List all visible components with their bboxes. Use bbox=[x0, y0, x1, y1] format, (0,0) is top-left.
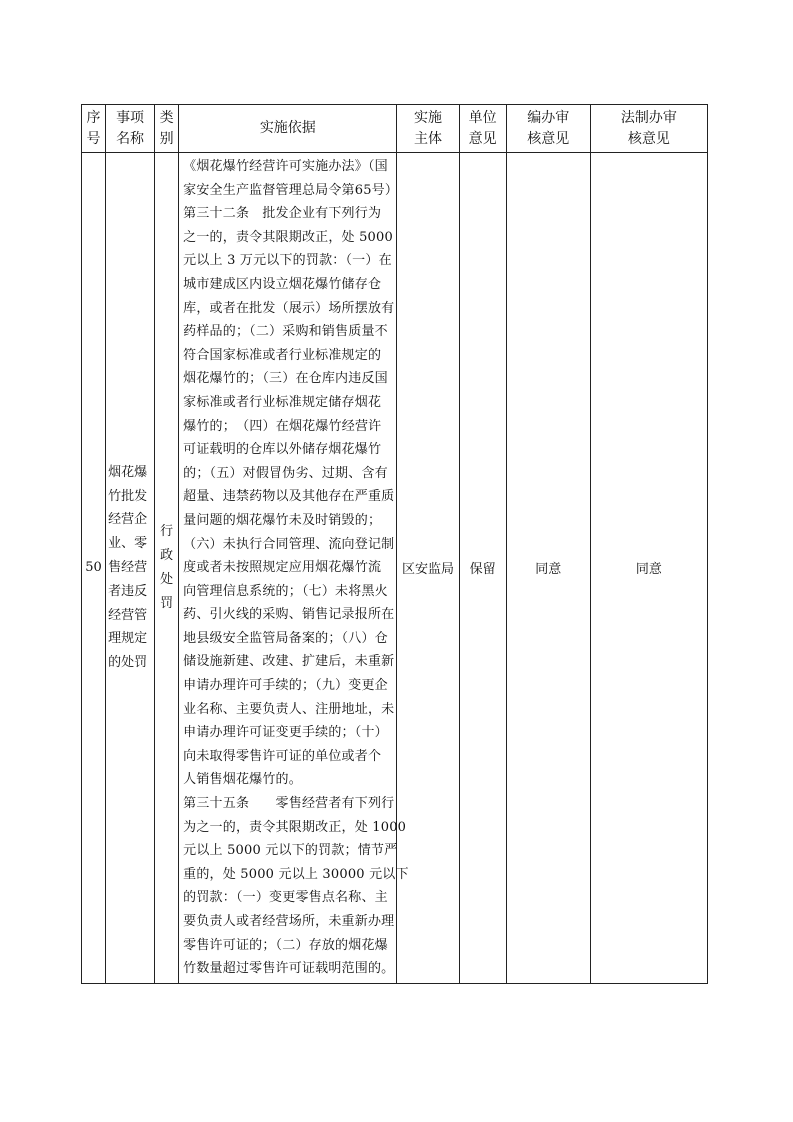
header-item-name-text: 事项名称 bbox=[116, 109, 145, 147]
basis-line: 的罚款：（一）变更零售点名称、主 bbox=[183, 890, 388, 906]
basis-line: （六）未执行合同管理、流向登记制 bbox=[183, 536, 395, 552]
cell-basis bbox=[179, 153, 409, 984]
basis-line: 之一的，责令其限期改正，处 5000 bbox=[183, 229, 393, 245]
header-basis-text: 实施依据 bbox=[259, 120, 316, 136]
header-category bbox=[155, 105, 179, 153]
header-legal-review-text: 法制办审核意见 bbox=[620, 109, 677, 147]
cell-subject bbox=[397, 153, 459, 984]
basis-line: 符合国家标准或者行业标准规定的 bbox=[183, 347, 382, 363]
basis-line: 元以上 3 万元以下的罚款：（一）在 bbox=[183, 253, 392, 269]
cell-seq bbox=[82, 153, 106, 984]
header-basis bbox=[179, 105, 397, 153]
basis-line: 城市建成区内设立烟花爆竹储存仓 bbox=[183, 276, 382, 292]
header-subject bbox=[397, 105, 459, 153]
seq-value: 50 bbox=[85, 560, 102, 576]
header-office-review-text: 编办审核意见 bbox=[527, 109, 570, 147]
basis-line: 可证载明的仓库以外储存烟花爆竹 bbox=[183, 442, 382, 458]
header-office-review bbox=[506, 105, 590, 153]
table-row bbox=[82, 153, 708, 984]
cell-category bbox=[155, 153, 179, 984]
basis-line: 家标准或者行业标准规定储存烟花 bbox=[183, 394, 382, 410]
basis-line: 家安全生产监督管理总局令第65号） bbox=[183, 182, 399, 198]
header-category-text: 类别 bbox=[159, 109, 174, 147]
category-value: 行政处罚 bbox=[160, 523, 174, 611]
basis-line: 度或者未按照规定应用烟花爆竹流 bbox=[183, 560, 382, 576]
basis-line: 第三十二条 批发企业有下列行为 bbox=[183, 206, 382, 222]
basis-line: 《烟花爆竹经营许可实施办法》（国 bbox=[183, 159, 388, 174]
basis-line: 为之一的，责令其限期改正，处 1000 bbox=[183, 819, 407, 835]
header-legal-review bbox=[590, 105, 707, 153]
basis-line: 重的，处 5000 元以上 30000 元以下 bbox=[183, 866, 409, 882]
cell-unit-opinion bbox=[459, 153, 506, 984]
basis-line: 药样品的；（二）采购和销售质量不 bbox=[183, 324, 388, 340]
unit-opinion-value: 保留 bbox=[469, 562, 496, 578]
header-unit-opinion bbox=[459, 105, 506, 153]
legal-review-value: 同意 bbox=[635, 562, 662, 578]
office-review-value: 同意 bbox=[535, 562, 562, 578]
approval-table bbox=[81, 104, 708, 984]
basis-line: 库，或者在批发（展示）场所摆放有 bbox=[183, 300, 395, 316]
header-row bbox=[82, 105, 708, 153]
basis-line: 储设施新建、改建、扩建后，未重新 bbox=[183, 654, 395, 670]
basis-line: 爆竹的； （四）在烟花爆竹经营许 bbox=[183, 418, 382, 434]
basis-line: 药、引火线的采购、销售记录报所在 bbox=[183, 607, 395, 623]
basis-line: 申请办理许可证变更手续的；（十） bbox=[183, 725, 388, 741]
basis-line: 元以上 5000 元以下的罚款；情节严 bbox=[183, 843, 398, 859]
basis-line: 要负责人或者经营场所，未重新办理 bbox=[183, 914, 395, 929]
header-seq bbox=[82, 105, 106, 153]
basis-line: 第三十五条 零售经营者有下列行 bbox=[183, 796, 395, 812]
cell-office-review bbox=[506, 153, 590, 984]
basis-line: 地县级安全监管局备案的；（八）仓 bbox=[183, 630, 388, 646]
basis-line: 向管理信息系统的；（七）未将黑火 bbox=[183, 583, 388, 599]
basis-line: 申请办理许可手续的；（九）变更企 bbox=[183, 678, 388, 694]
item-name-value: 烟花爆竹批发经营企业、零售经营者违反经营管理规定的处罚 bbox=[108, 464, 148, 671]
header-seq-text: 序号 bbox=[86, 109, 101, 147]
basis-line: 零售许可证的；（二）存放的烟花爆 bbox=[183, 937, 388, 953]
cell-legal-review bbox=[590, 153, 707, 984]
header-subject-text: 实施主体 bbox=[414, 109, 443, 147]
basis-line: 量问题的烟花爆竹未及时销毁的； bbox=[183, 512, 382, 528]
basis-line: 人销售烟花爆竹的。 bbox=[183, 772, 302, 788]
basis-line: 烟花爆竹的；（三）在仓库内违反国 bbox=[183, 371, 388, 387]
basis-line: 竹数量超过零售许可证载明范围的。 bbox=[183, 961, 395, 977]
header-item-name bbox=[106, 105, 155, 153]
subject-value: 区安监局 bbox=[402, 562, 455, 578]
cell-item-name bbox=[106, 153, 155, 984]
basis-line: 向未取得零售许可证的单位或者个 bbox=[183, 748, 382, 764]
basis-text bbox=[183, 155, 409, 981]
header-unit-opinion-text: 单位意见 bbox=[468, 109, 497, 147]
basis-line: 业名称、主要负责人、注册地址，未 bbox=[183, 701, 395, 717]
basis-line: 的；（五）对假冒伪劣、过期、含有 bbox=[183, 465, 388, 481]
basis-line: 超量、违禁药物以及其他存在严重质 bbox=[183, 489, 395, 505]
